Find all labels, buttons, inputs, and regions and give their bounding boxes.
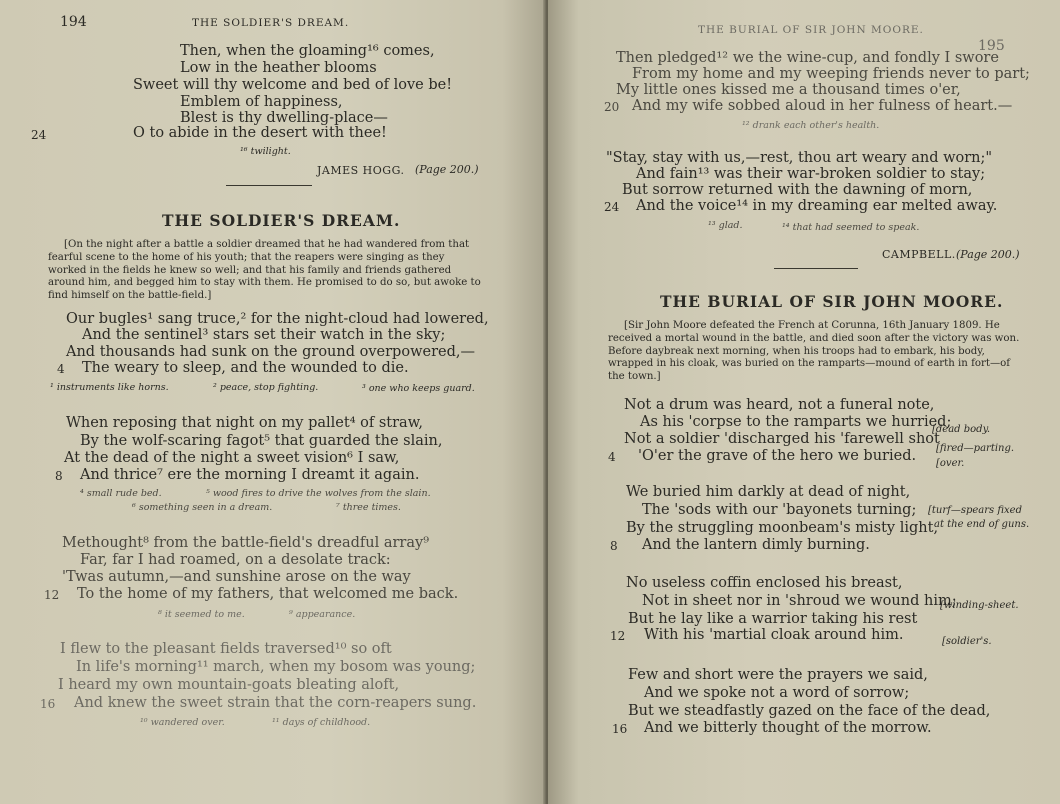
footnote: ¹² drank each other's health. xyxy=(742,120,880,131)
poem-title: THE BURIAL OF SIR JOHN MOORE. xyxy=(660,292,1004,311)
footnote: ¹⁰ wandered over. xyxy=(140,717,225,728)
footnote: ¹⁴ that had seemed to speak. xyxy=(782,222,920,233)
prev-poem-line: O to abide in the desert with thee! xyxy=(133,125,387,141)
page-reference: (Page 200.) xyxy=(415,163,479,176)
right-running-head: THE BURIAL OF SIR JOHN MOORE. xyxy=(698,24,924,36)
left-page-number: 194 xyxy=(60,14,87,30)
poem-title: THE SOLDIER'S DREAM. xyxy=(162,211,401,230)
poem-line: And the voice¹⁴ in my dreaming ear melted away. xyxy=(636,198,998,214)
footnote: ¹³ glad. xyxy=(708,220,743,231)
prev-poem-line: Sweet will thy welcome and bed of love be! xyxy=(133,77,453,93)
poem-line: And the lantern dimly burning. xyxy=(642,537,870,553)
poem-line: As his 'corpse to the ramparts we hurried; xyxy=(640,414,952,430)
poem-line: And we spoke not a word of sorrow; xyxy=(644,685,910,701)
poem-line: Far, far I had roamed, on a desolate track: xyxy=(80,552,391,568)
prev-poem-line: Blest is thy dwelling-place— xyxy=(180,110,388,126)
prev-poem-line: Emblem of happiness, xyxy=(180,94,343,110)
poem-line: We buried him darkly at dead of night, xyxy=(626,484,911,500)
footnote: ³ one who keeps guard. xyxy=(362,383,475,394)
poem-line: I heard my own mountain-goats bleating aloft, xyxy=(58,677,400,693)
footnote: ⁷ three times. xyxy=(336,502,401,513)
poem-intro: [Sir John Moore defeated the French at Corunna, 16th January 1809. He received a mortal wound in the battle, and died soon after the victory was won. Before daybreak next morning, when his troops had to embark, his body, wrapped in his cloak, was buried on the ramparts—mound of earth in fort—of the town.] xyxy=(608,320,1020,383)
poem-line: And we bitterly thought of the morrow. xyxy=(644,720,932,736)
poem-line: From my home and my weeping friends never to part; xyxy=(632,66,1030,82)
footnote: ¹⁶ twilight. xyxy=(240,146,291,157)
footnote: ⁴ small rude bed. xyxy=(80,488,162,499)
margin-gloss: [fired—parting. xyxy=(936,443,1015,454)
footnote: ¹ instruments like horns. xyxy=(50,382,169,393)
poem-line: "Stay, stay with us,—rest, thou art weary and worn;" xyxy=(606,150,993,166)
page-reference: (Page 200.) xyxy=(956,248,1020,261)
poem-line: Not in sheet nor in 'shroud we wound him; xyxy=(642,593,957,609)
line-number: 12 xyxy=(610,629,626,643)
poem-line: Our bugles¹ sang truce,² for the night-cloud had lowered, xyxy=(66,311,489,327)
margin-gloss: [turf—spears fixed xyxy=(928,505,1022,516)
margin-gloss: [winding-sheet. xyxy=(940,600,1019,611)
poem-line: And knew the sweet strain that the corn-reapers sung. xyxy=(74,695,477,711)
poem-line: Not a drum was heard, not a funeral note, xyxy=(624,397,935,413)
poem-line: The 'sods with our 'bayonets turning; xyxy=(642,502,917,518)
poem-line: I flew to the pleasant fields traversed¹⁰ so oft xyxy=(60,641,392,657)
poem-line: To the home of my fathers, that welcomed me back. xyxy=(77,586,459,602)
line-number: 16 xyxy=(612,722,628,736)
footnote: ⁹ appearance. xyxy=(289,609,356,620)
poem-line: 'Twas autumn,—and sunshine arose on the way xyxy=(62,569,411,585)
poem-line: And thrice⁷ ere the morning I dreamt it again. xyxy=(80,467,420,483)
poem-line: No useless coffin enclosed his breast, xyxy=(626,575,903,591)
line-number: 20 xyxy=(604,100,620,114)
poem-line: When reposing that night on my pallet⁴ of straw, xyxy=(66,415,423,431)
author-credit: JAMES HOGG. xyxy=(317,164,405,177)
line-number: 24 xyxy=(604,200,620,214)
line-number: 16 xyxy=(40,697,56,711)
author-credit: CAMPBELL. xyxy=(882,248,956,261)
prev-poem-line: Low in the heather blooms xyxy=(180,60,377,76)
line-number: 4 xyxy=(57,362,65,376)
margin-gloss: at the end of guns. xyxy=(934,519,1030,530)
section-divider xyxy=(774,268,858,269)
section-divider xyxy=(226,185,312,186)
poem-line: By the struggling moonbeam's misty light, xyxy=(626,520,939,536)
poem-line: Few and short were the prayers we said, xyxy=(628,667,928,683)
margin-gloss: [soldier's. xyxy=(942,636,992,647)
poem-line: But sorrow returned with the dawning of morn, xyxy=(622,182,973,198)
line-number: 24 xyxy=(31,128,47,142)
poem-line: And thousands had sunk on the ground overpowered,— xyxy=(66,344,475,360)
line-number: 8 xyxy=(610,539,618,553)
poem-line: Methought⁸ from the battle-field's dreadful array⁹ xyxy=(62,535,430,551)
right-page-number: 195 xyxy=(978,38,1005,54)
poem-line: Not a soldier 'discharged his 'farewell shot xyxy=(624,431,940,447)
line-number: 12 xyxy=(44,588,60,602)
poem-line: 'O'er the grave of the hero we buried. xyxy=(638,448,917,464)
poem-line: With his 'martial cloak around him. xyxy=(644,627,904,643)
margin-gloss: [over. xyxy=(936,458,965,469)
line-number: 4 xyxy=(608,450,616,464)
poem-line: The weary to sleep, and the wounded to die. xyxy=(82,360,409,376)
footnote: ¹¹ days of childhood. xyxy=(272,717,371,728)
footnote: ² peace, stop fighting. xyxy=(213,382,319,393)
left-running-head: THE SOLDIER'S DREAM. xyxy=(192,17,350,29)
poem-line: In life's morning¹¹ march, when my bosom was young; xyxy=(76,659,476,675)
right-page xyxy=(548,0,1060,804)
footnote: ⁶ something seen in a dream. xyxy=(132,502,273,513)
poem-line: And the sentinel³ stars set their watch in the sky; xyxy=(82,327,446,343)
poem-line: And fain¹³ was their war-broken soldier to stay; xyxy=(636,166,986,182)
poem-line: At the dead of the night a sweet vision⁶ I saw, xyxy=(64,450,400,466)
margin-gloss: [dead body. xyxy=(932,424,991,435)
footnote: ⁵ wood fires to drive the wolves from the slain. xyxy=(206,488,431,499)
footnote: ⁸ it seemed to me. xyxy=(158,609,245,620)
poem-line: But he lay like a warrior taking his rest xyxy=(628,611,918,627)
poem-line: Then pledged¹² we the wine-cup, and fondly I swore xyxy=(616,50,999,66)
poem-line: But we steadfastly gazed on the face of the dead, xyxy=(628,703,991,719)
prev-poem-line: Then, when the gloaming¹⁶ comes, xyxy=(180,43,435,59)
poem-intro: [On the night after a battle a soldier dreamed that he had wandered from that fearful scene to the home of his youth; that the reapers were singing as they worked in the fields he knew so well; and that his family and friends gathered around him, and begged him to stay with them. He promised to do so, but awoke to find himself on the battle-field.] xyxy=(48,239,481,302)
line-number: 8 xyxy=(55,469,63,483)
poem-line: And my wife sobbed aloud in her fulness of heart.— xyxy=(632,98,1013,114)
poem-line: My little ones kissed me a thousand times o'er, xyxy=(616,82,961,98)
poem-line: By the wolf-scaring fagot⁵ that guarded the slain, xyxy=(80,433,443,449)
